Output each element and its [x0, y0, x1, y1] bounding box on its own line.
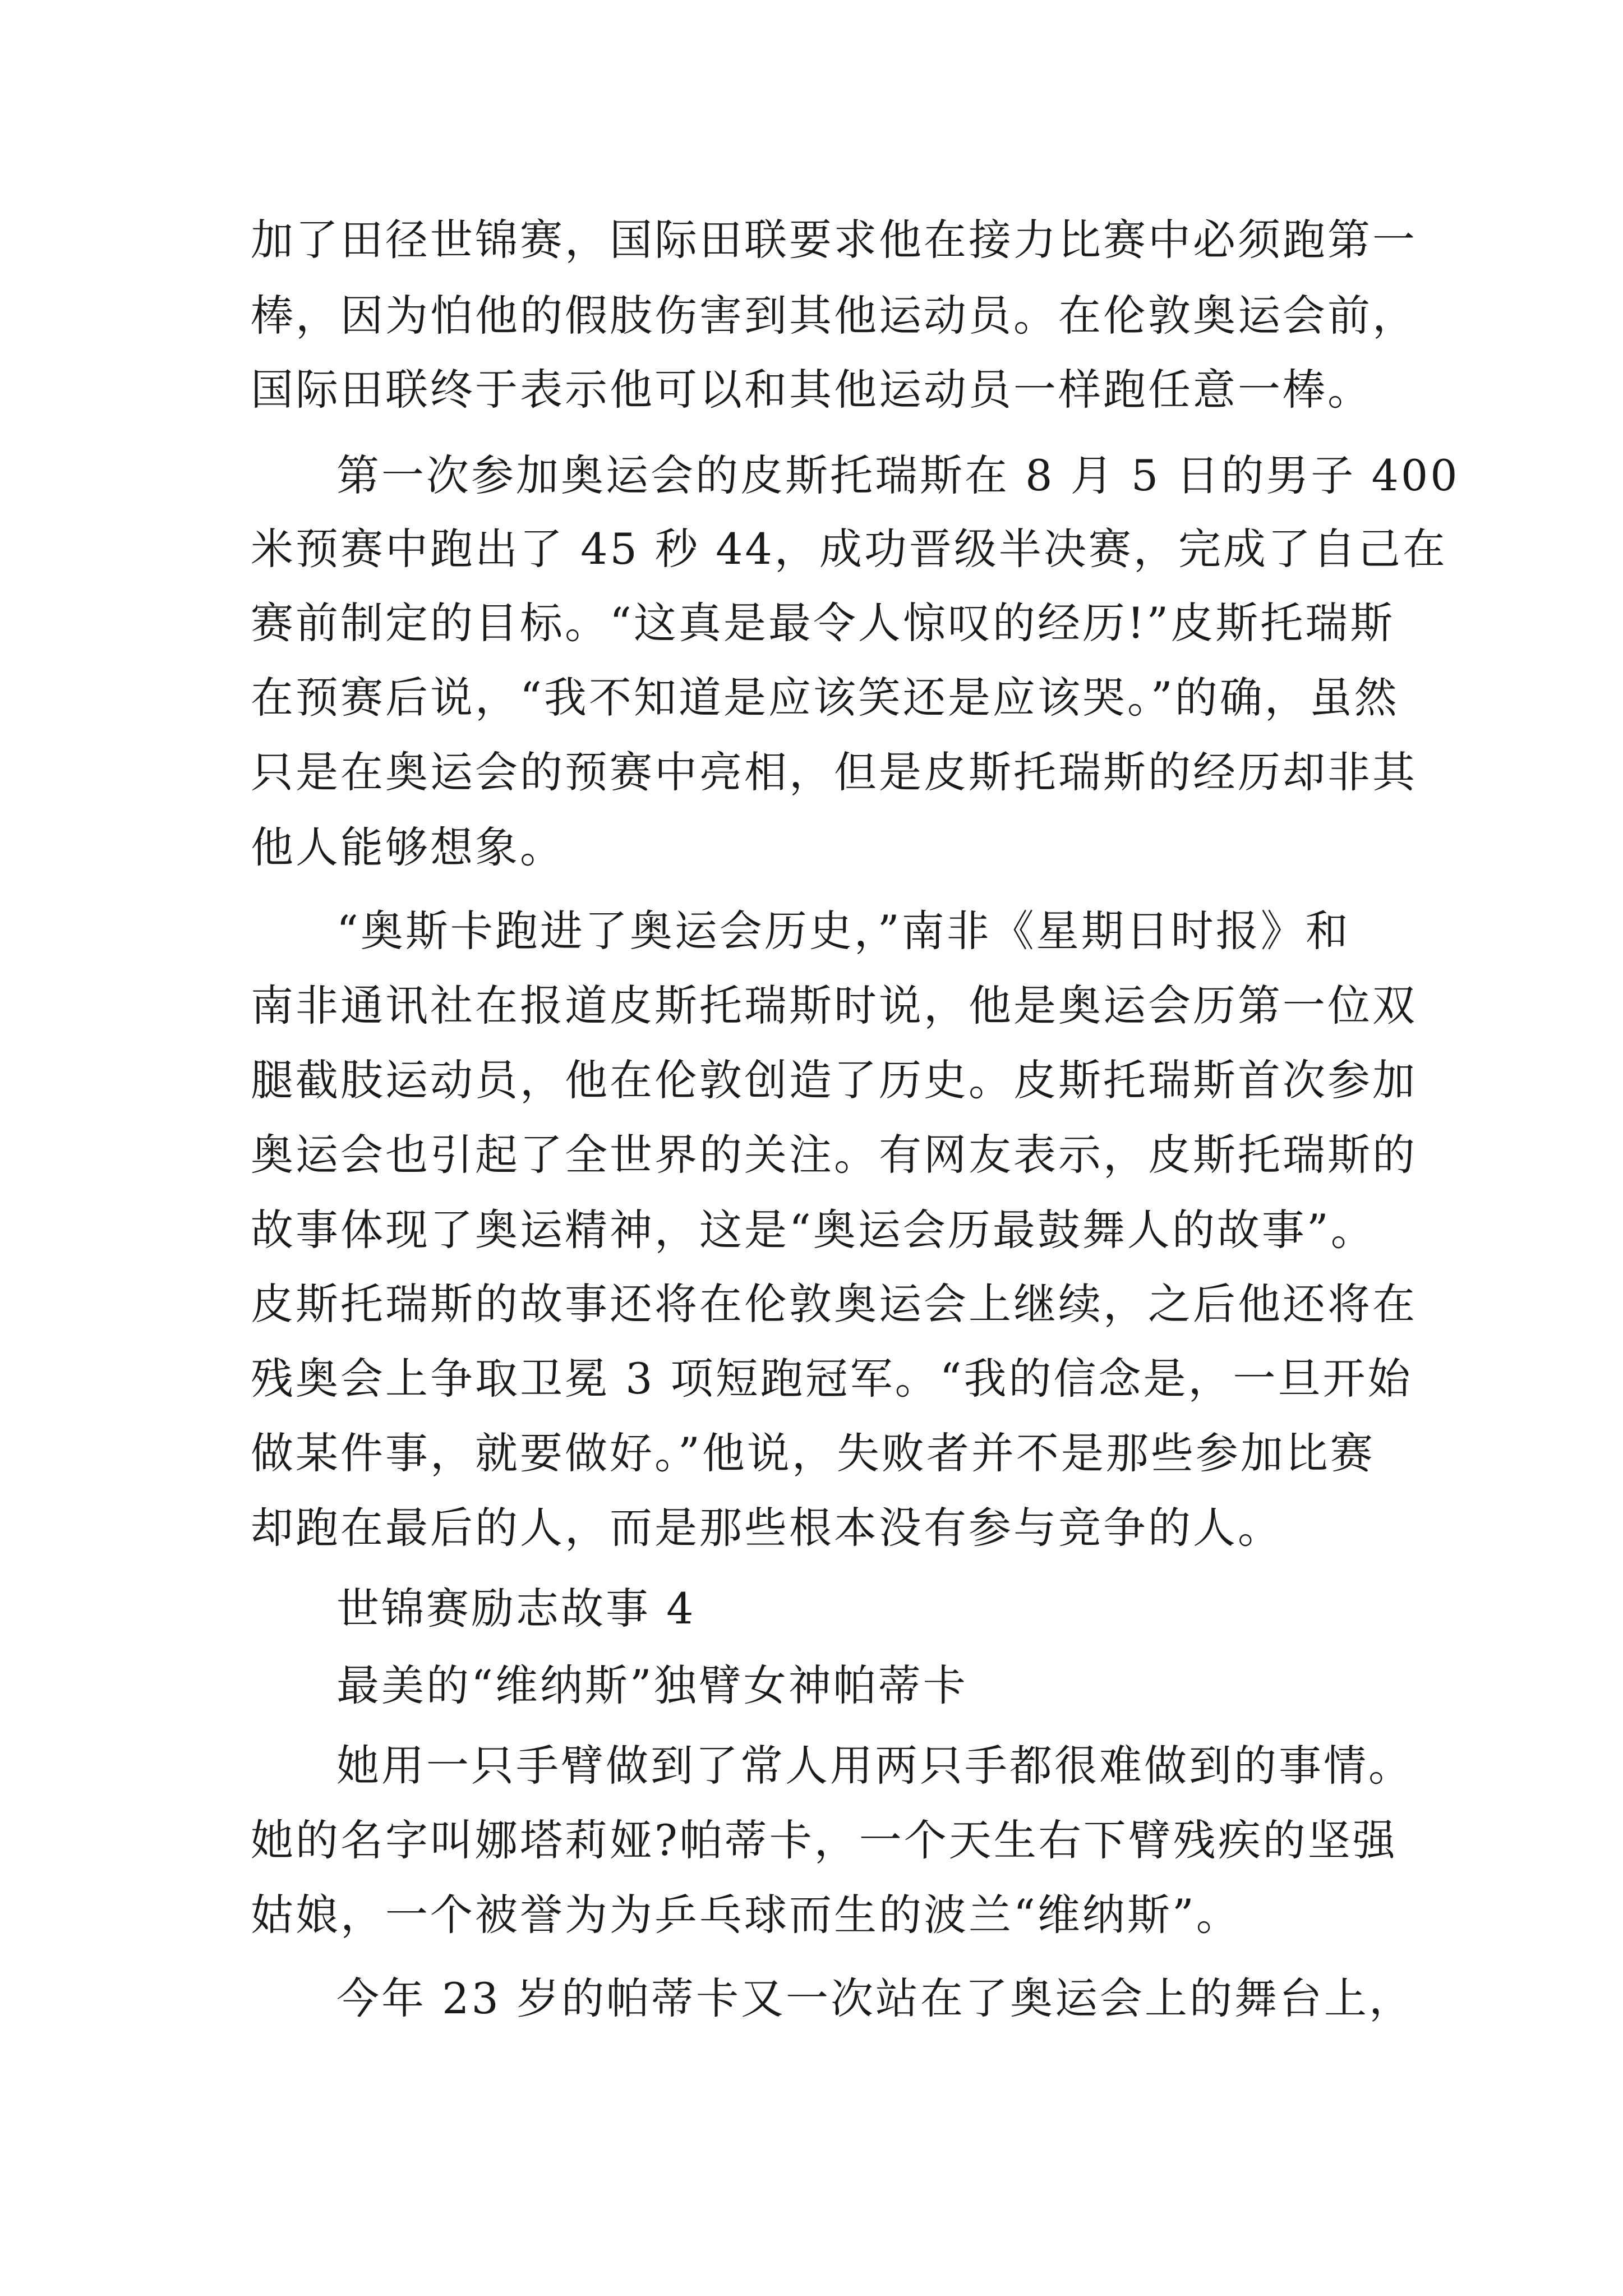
- text-line: 棒，因为怕他的假肢伤害到其他运动员。在伦敦奥运会前，: [251, 291, 1417, 341]
- text-line: 赛前制定的目标。“这真是最令人惊叹的经历!”皮斯托瑞斯: [251, 598, 1395, 648]
- text-line: 故事体现了奥运精神，这是“奥运会历最鼓舞人的故事”。: [251, 1205, 1376, 1255]
- text-line: 皮斯托瑞斯的故事还将在伦敦奥运会上继续，之后他还将在: [251, 1279, 1417, 1329]
- text-line: 奥运会也引起了全世界的关注。有网友表示，皮斯托瑞斯的: [251, 1130, 1417, 1180]
- paragraph-start: 第一次参加奥运会的皮斯托瑞斯在 8 月 5 日的男子 400: [336, 450, 1460, 500]
- text-line: 姑娘，一个被誉为为乒乓球而生的波兰“维纳斯”。: [251, 1890, 1241, 1940]
- text-line: 在预赛后说，“我不知道是应该笑还是应该哭。”的确，虽然: [251, 673, 1399, 723]
- paragraph-start: 她用一只手臂做到了常人用两只手都很难做到的事情。: [336, 1741, 1413, 1791]
- text-line: 只是在奥运会的预赛中亮相，但是皮斯托瑞斯的经历却非其: [251, 747, 1417, 797]
- section-heading: 世锦赛励志故事 4: [336, 1584, 696, 1634]
- text-line: 却跑在最后的人，而是那些根本没有参与竞争的人。: [251, 1503, 1283, 1553]
- text-line: 他人能够想象。: [251, 822, 565, 872]
- text-line: 残奥会上争取卫冕 3 项短跑冠军。“我的信念是，一旦开始: [251, 1354, 1413, 1404]
- text-line: 米预赛中跑出了 45 秒 44，成功晋级半决赛，完成了自己在: [251, 524, 1447, 574]
- article-title: 最美的“维纳斯”独臂女神帕蒂卡: [336, 1660, 968, 1710]
- text-line: 她的名字叫娜塔莉娅?帕蒂卡，一个天生右下臂残疾的坚强: [251, 1815, 1398, 1865]
- text-line: 国际田联终于表示他可以和其他运动员一样跑任意一棒。: [251, 365, 1372, 415]
- text-line: 腿截肢运动员，他在伦敦创造了历史。皮斯托瑞斯首次参加: [251, 1055, 1417, 1105]
- text-line: 南非通讯社在报道皮斯托瑞斯时说，他是奥运会历第一位双: [251, 981, 1417, 1030]
- text-line: 加了田径世锦赛，国际田联要求他在接力比赛中必须跑第一: [251, 215, 1417, 265]
- paragraph-start: “奥斯卡跑进了奥运会历史，”南非《星期日时报》和: [336, 906, 1350, 956]
- paragraph-start: 今年 23 岁的帕蒂卡又一次站在了奥运会上的舞台上，: [336, 1973, 1414, 2023]
- text-line: 做某件事，就要做好。”他说，失败者并不是那些参加比赛: [251, 1428, 1375, 1478]
